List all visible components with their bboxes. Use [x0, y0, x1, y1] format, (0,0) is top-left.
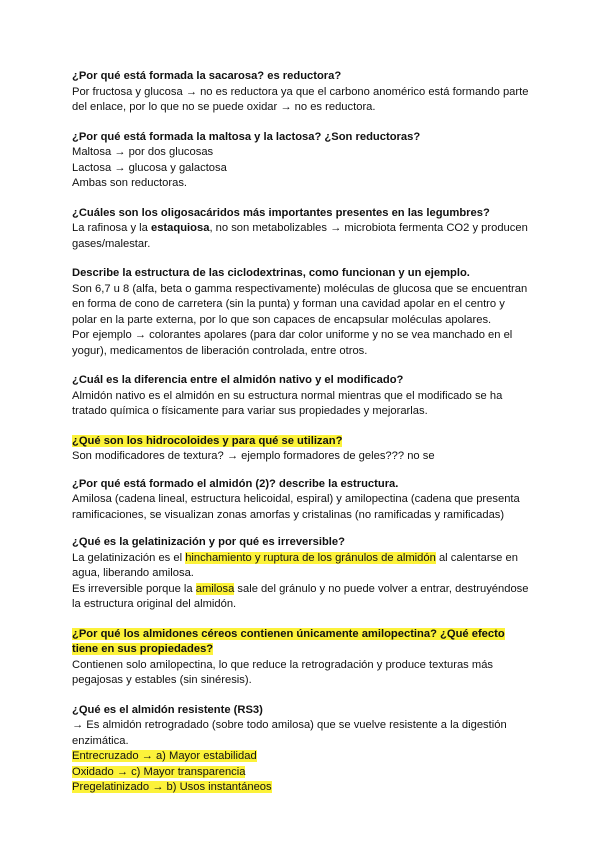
qa-sacarosa — [72, 69, 532, 116]
answer-paragraph: Contienen solo amilopectina, lo que reduce la retrogradación y produce texturas más pegajosas y estables (sin sinéresis). — [72, 658, 494, 686]
qa-ciclodextrinas — [72, 266, 532, 359]
answer-text: al calentarse en agua, liberando amilosa. — [72, 551, 518, 579]
answer-line: Ambas son reductoras. — [72, 177, 188, 189]
qa-oligosacaridos — [72, 206, 532, 253]
answer-paragraph: Son 6,7 u 8 (alfa, beta o gamma respectivamente) moléculas de glucosa que se encuentran en forma de cono de carretera (sin la punta) y forman una cavidad apolar en el centro y polar en la parte externa, por lo que son capaces de encapsular moléculas apolares. — [72, 282, 528, 326]
answer-paragraph: Por fructosa y glucosa → no es reductora ya que el carbono anomérico está formando parte del enlace, por lo que no se puede oxidar → no es reductora. — [72, 85, 529, 113]
question-heading: Describe la estructura de las ciclodextrinas, como funcionan y un ejemplo. — [72, 267, 470, 279]
answer-line: Maltosa → por dos glucosas — [72, 146, 214, 158]
highlighted-text: hinchamiento y ruptura de los gránulos de almidón — [185, 551, 436, 564]
qa-almidon-nativo — [72, 373, 532, 420]
highlighted-question: ¿Por qué los almidones céreos contienen únicamente amilopectina? ¿Qué efecto tiene en sus propiedades? — [72, 627, 505, 655]
answer-paragraph: Amilosa (cadena lineal, estructura helicoidal, espiral) y amilopectina (cadena que presenta ramificaciones, se visualizan zonas amorfas y cristalinas (no ramificadas y ramificadas) — [72, 493, 520, 521]
answer-paragraph — [72, 221, 532, 252]
question-heading: ¿Qué es la gelatinización y por qué es irreversible? — [72, 536, 345, 548]
answer-text: , no son metabolizables → microbiota fermenta CO2 y producen gases/malestar. — [72, 222, 528, 250]
answer-line — [72, 765, 532, 781]
qa-hidrocoloides — [72, 434, 532, 465]
question-heading: ¿Por qué está formado el almidón (2)? describe la estructura. — [72, 477, 399, 490]
answer-paragraph: Son modificadores de textura? → ejemplo formadores de geles??? no se — [72, 450, 435, 462]
qa-almidones-cereos — [72, 627, 532, 689]
question-heading — [72, 434, 532, 450]
highlighted-text: Pregelatinizado → b) Usos instantáneos — [72, 781, 272, 793]
question-heading: ¿Qué es el almidón resistente (RS3) — [72, 703, 263, 716]
qa-maltosa-lactosa — [72, 130, 532, 192]
answer-line: Lactosa → glucosa y galactosa — [72, 161, 227, 174]
highlighted-text: amilosa — [195, 582, 235, 595]
answer-text: La gelatinización es el — [72, 551, 186, 564]
answer-text: Es irreversible porque la — [72, 582, 196, 595]
qa-almidon-estructura — [72, 477, 532, 524]
qa-gelatinizacion — [72, 535, 532, 613]
answer-line — [72, 749, 532, 765]
question-heading: ¿Por qué está formada la sacarosa? es reductora? — [72, 70, 342, 82]
answer-paragraph: Por ejemplo → colorantes apolares (para dar color uniforme y no se vea manchado en el yogur), medicamentos de liberación controlada, entre otros. — [72, 329, 513, 357]
answer-text: La rafinosa y la — [72, 222, 151, 234]
highlighted-text: Oxidado → c) Mayor transparencia — [72, 765, 246, 778]
document-page — [72, 69, 532, 810]
qa-almidon-resistente — [72, 703, 532, 796]
answer-paragraph: Almidón nativo es el almidón en su estructura normal mientras que el modificado se ha tratado química o físicamente para variar sus propiedades y mejorarlas. — [72, 389, 503, 417]
question-heading — [72, 627, 532, 658]
answer-text: sale del gránulo y no puede volver a entrar, destruyéndose la estructura original del almidón. — [72, 582, 529, 610]
answer-paragraph — [72, 551, 532, 582]
answer-paragraph — [72, 582, 532, 613]
answer-paragraph: → Es almidón retrogradado (sobre todo amilosa) que se vuelve resistente a la digestión enzimática. — [72, 719, 507, 747]
bold-term: estaquiosa — [150, 222, 210, 234]
question-heading: ¿Cuáles son los oligosacáridos más importantes presentes en las legumbres? — [72, 206, 490, 219]
highlighted-question: ¿Qué son los hidrocoloides y para qué se utilizan? — [72, 434, 343, 447]
highlighted-text: Entrecruzado → a) Mayor estabilidad — [72, 750, 257, 762]
answer-line — [72, 780, 532, 796]
question-heading: ¿Por qué está formada la maltosa y la lactosa? ¿Son reductoras? — [72, 130, 421, 143]
question-heading: ¿Cuál es la diferencia entre el almidón nativo y el modificado? — [72, 374, 404, 386]
